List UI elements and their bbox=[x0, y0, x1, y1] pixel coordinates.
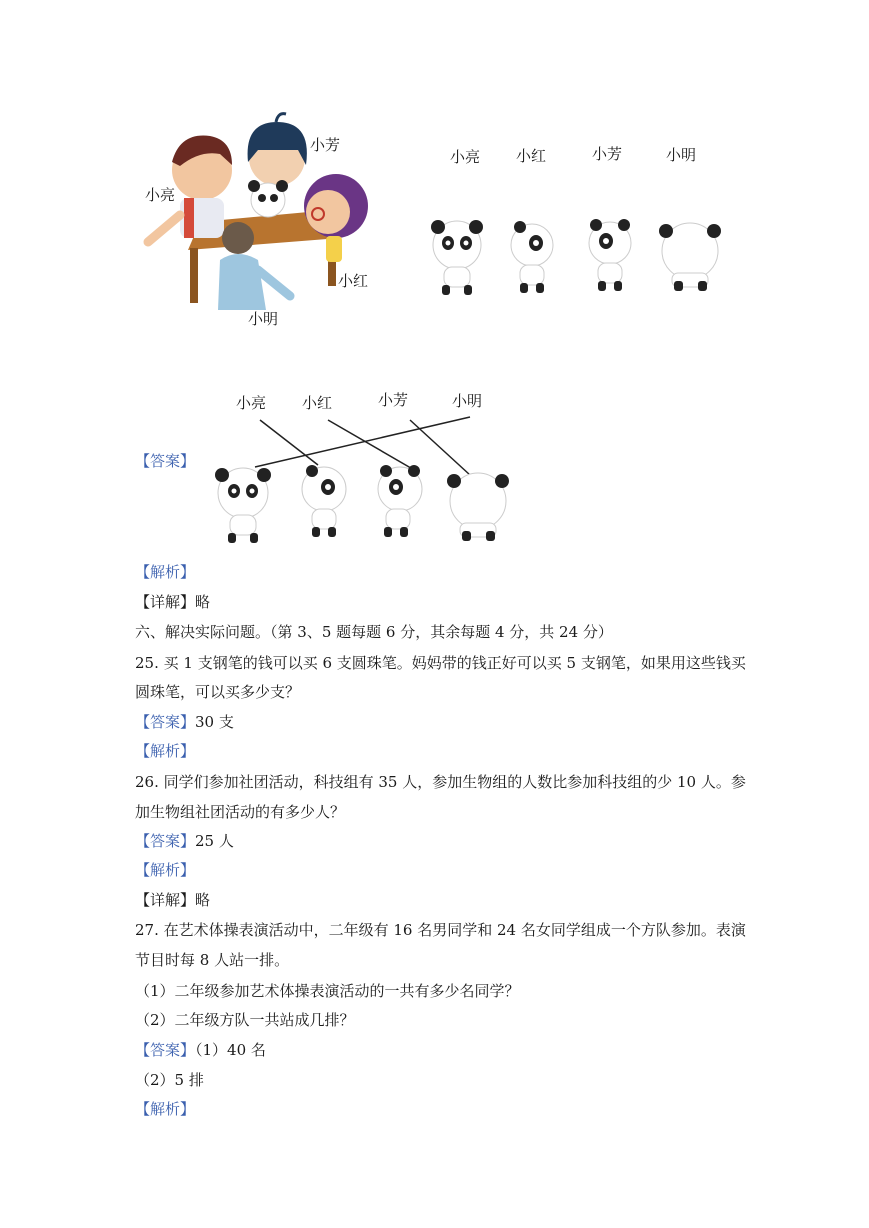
q26-answer-text: 25 人 bbox=[195, 832, 234, 850]
detail-text: 略 bbox=[195, 891, 211, 909]
view-label-4: 小明 bbox=[666, 146, 697, 164]
panda-front bbox=[431, 220, 483, 295]
q25-line1: 25. 买 1 支钢笔的钱可以买 6 支圆珠笔。妈妈带的钱正好可以买 5 支钢笔，如果用这些钱买 bbox=[135, 654, 746, 672]
q27-sub2: （2）二年级方队一共站成几排？ bbox=[135, 1011, 355, 1029]
scene-label-xiaofang: 小芳 bbox=[310, 136, 341, 154]
analysis-tag-27: 【解析】 bbox=[135, 1100, 196, 1118]
view-label-1: 小亮 bbox=[450, 148, 481, 166]
q27-answer bbox=[135, 1040, 266, 1060]
section6-title: 六、解决实际问题。（第 3、5 题每题 6 分，其余每题 4 分，共 24 分） bbox=[135, 623, 613, 641]
answer-panda-back bbox=[447, 473, 509, 541]
view-label-2: 小红 bbox=[516, 147, 547, 165]
q26-answer bbox=[135, 831, 234, 851]
children-table-drawing bbox=[140, 110, 400, 340]
q27-sub1: （1）二年级参加艺术体操表演活动的一共有多少名同学？ bbox=[135, 982, 520, 1000]
answer-label-1: 小亮 bbox=[236, 394, 267, 412]
answer-tag: 【答案】 bbox=[135, 1041, 196, 1059]
scene-label-xiaoming: 小明 bbox=[248, 310, 279, 328]
match-line-1 bbox=[260, 420, 318, 465]
q27-line2: 节目时每 8 人站一排。 bbox=[135, 951, 290, 969]
detail-24 bbox=[135, 592, 210, 612]
scene-label-xiaohong: 小红 bbox=[338, 272, 369, 290]
answer-panda-front bbox=[215, 468, 271, 543]
detail-tag: 【详解】 bbox=[135, 891, 196, 909]
q25-line2: 圆珠笔，可以买多少支？ bbox=[135, 683, 301, 701]
answer-panda-side-right bbox=[302, 465, 346, 537]
scene-label-xiaoliang: 小亮 bbox=[145, 186, 176, 204]
answer-tag-matching bbox=[135, 451, 195, 471]
answer-panda-side-left bbox=[378, 465, 422, 537]
detail-text: 略 bbox=[195, 593, 211, 611]
q25-answer-text: 30 支 bbox=[195, 713, 234, 731]
panda-side-left bbox=[589, 219, 631, 291]
q27-answer2: （2）5 排 bbox=[135, 1071, 204, 1089]
analysis-tag-25: 【解析】 bbox=[135, 742, 196, 760]
answer-tag: 【答案】 bbox=[135, 452, 196, 470]
answer-tag: 【答案】 bbox=[135, 832, 196, 850]
analysis-tag-24: 【解析】 bbox=[135, 563, 196, 581]
answer-label-2: 小红 bbox=[302, 394, 333, 412]
q26-line1: 26. 同学们参加社团活动，科技组有 35 人，参加生物组的人数比参加科技组的少 10 人。参 bbox=[135, 773, 746, 791]
panda-side-right bbox=[511, 221, 553, 293]
q25-answer bbox=[135, 712, 234, 732]
answer-label-4: 小明 bbox=[452, 392, 483, 410]
scene-illustration bbox=[140, 110, 400, 340]
detail-tag: 【详解】 bbox=[135, 593, 196, 611]
q27-line1: 27. 在艺术体操表演活动中，二年级有 16 名男同学和 24 名女同学组成一个方队参加。表演 bbox=[135, 921, 746, 939]
match-line-2 bbox=[328, 420, 416, 471]
answer-tag: 【答案】 bbox=[135, 713, 196, 731]
answer-label-3: 小芳 bbox=[378, 391, 409, 409]
analysis-tag-26: 【解析】 bbox=[135, 861, 196, 879]
q26-line2: 加生物组社团活动的有多少人？ bbox=[135, 803, 346, 821]
panda-views-row bbox=[420, 215, 740, 300]
view-label-3: 小芳 bbox=[592, 145, 623, 163]
detail-26 bbox=[135, 890, 210, 910]
answer-matching-lines bbox=[200, 405, 520, 565]
q27-answer1: （1）40 名 bbox=[195, 1041, 266, 1059]
panda-back bbox=[659, 223, 721, 291]
